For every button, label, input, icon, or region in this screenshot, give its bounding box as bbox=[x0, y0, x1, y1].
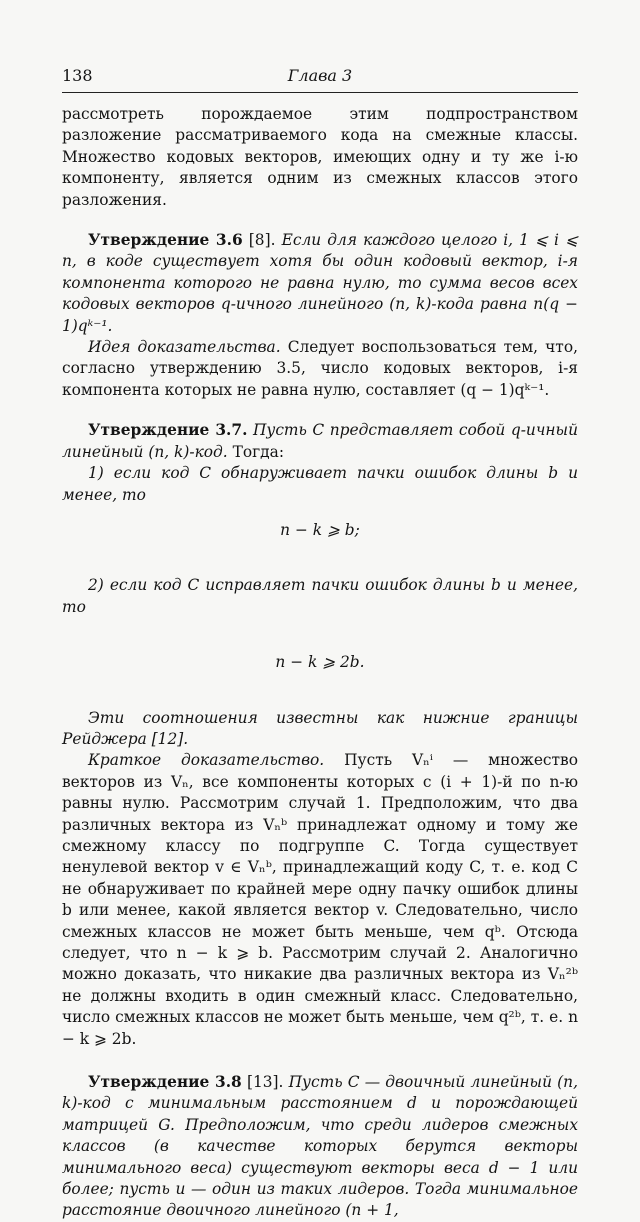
intro-paragraph: рассмотреть порождаемое этим подпространством разложение рассматриваемого кода на смежные классы. Множество кодовых векторов, имеющих одну и ту же i-ю компоненту, является одним из смежных классов этого разложения. bbox=[62, 105, 578, 209]
statement-3-8 bbox=[62, 1072, 578, 1222]
short-proof-label: Краткое доказательство. bbox=[88, 751, 325, 770]
short-proof-text: Пусть Vₙⁱ — множество векторов из Vₙ, все компоненты которых с (i + 1)-й по n-ю равны нулю. Рассмотрим случай 1. Предположим, что два различных вектора из Vₙᵇ принадлежат одному и тому же смежному классу по подгруппе C. Тогда существует ненулевой вектор v ∈ Vₙᵇ, принадлежащий коду C, т. е. код C не обнаруживает по крайней мере одну пачку ошибок длины b или менее, какой является вектор v. Следовательно, число смежных классов не может быть меньше, чем qᵇ. Отсюда следует, что n − k ⩾ b. Рассмотрим случай 2. Аналогично можно доказать, что никакие два различных вектора из Vₙ²ᵇ не должны входить в один смежный класс. Следовательно, число смежных классов не может быть меньше, чем q²ᵇ, т. е. n − k ⩾ 2b. bbox=[62, 751, 578, 1048]
statement-3-7-then: Тогда: bbox=[227, 442, 285, 461]
statement-3-7-item-2: 2) если код C исправляет пачки ошибок длины b и менее, то bbox=[62, 576, 578, 616]
header-rule bbox=[62, 92, 578, 93]
statement-3-8-label: Утверждение 3.8 bbox=[88, 1073, 242, 1092]
statement-3-8-text: Пусть C — двоичный линейный (n, k)-код с минимальным расстоянием d и порождающей матрицей G. Предположим, что среди лидеров смежных классов (в качестве которых берутся векторы минимального веса) существуют векторы веса d − 1 или более; пусть u — один из таких лидеров. Тогда минимальное расстояние двоичного линейного (n + 1, bbox=[62, 1073, 578, 1220]
statement-3-6-label: Утверждение 3.6 bbox=[88, 231, 243, 250]
statement-3-6 bbox=[62, 230, 578, 337]
statement-3-7 bbox=[62, 420, 578, 463]
page-body bbox=[62, 104, 578, 1222]
short-proof-3-7 bbox=[62, 750, 578, 1050]
statement-3-7-text: Пусть C представляет собой q-ичный линейный (n, k)-код. bbox=[62, 421, 578, 461]
proof-idea-label: Идея доказательства. bbox=[88, 338, 281, 357]
page-header bbox=[62, 66, 578, 88]
formula-1: n − k ⩾ b; bbox=[280, 520, 360, 539]
reiger-bounds-remark: Эти соотношения известны как нижние границы Рейджера [12]. bbox=[62, 708, 578, 748]
proof-idea-text: Следует воспользоваться тем, что, согласно утверждению 3.5, число кодовых векторов, i-я компонента которых не равна нулю, составляет (q − 1)qᵏ⁻¹. bbox=[62, 338, 578, 399]
page-number: 138 bbox=[62, 66, 93, 85]
statement-3-6-ref: [8]. bbox=[242, 231, 282, 250]
formula-2: n − k ⩾ 2b. bbox=[275, 653, 365, 672]
chapter-title: Глава 3 bbox=[287, 66, 353, 85]
proof-idea-3-6 bbox=[62, 337, 578, 401]
statement-3-7-label: Утверждение 3.7. bbox=[88, 421, 248, 440]
statement-3-6-text: Если для каждого целого i, 1 ⩽ i ⩽ n, в коде существует хотя бы один кодовый вектор, i-я компонента которого не равна нулю, то сумма весов всех кодовых векторов q-ичного линейного (n, k)-кода равна n(q − 1)qᵏ⁻¹. bbox=[62, 231, 578, 335]
statement-3-8-ref: [13]. bbox=[241, 1073, 289, 1092]
statement-3-7-item-1: 1) если код C обнаруживает пачки ошибок длины b и менее, то bbox=[62, 464, 578, 504]
